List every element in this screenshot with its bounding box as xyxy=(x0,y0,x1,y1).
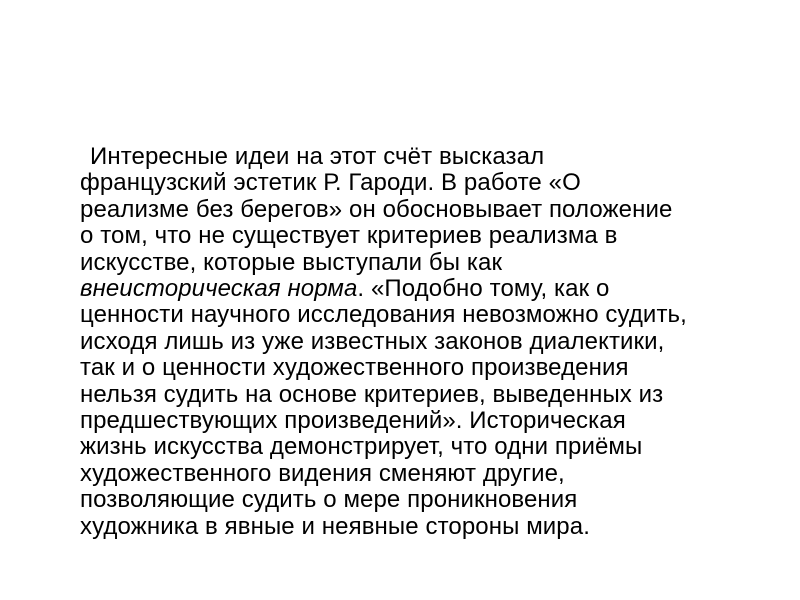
text-line: Интересные идеи на этот счёт высказал xyxy=(90,143,545,170)
text-line: жизнь искусства демонстрирует, что одни приёмы xyxy=(80,433,643,461)
text-line: художника в явные и неявные стороны мира. xyxy=(80,512,590,540)
text-line: предшествующих произведений». Историческая xyxy=(80,407,626,435)
text-line: позволяющие судить о мере проникновения xyxy=(80,486,578,514)
text-line: художественного видения сменяют другие, xyxy=(80,459,565,487)
italic-term: внеисторическая норма xyxy=(80,275,358,303)
text-line: о том, что не существует критериев реализма в xyxy=(80,222,618,250)
text-line xyxy=(80,276,760,302)
text-line: реализме без берегов» он обосновывает положение xyxy=(80,195,673,223)
text-line: так и о ценности художественного произведения xyxy=(80,354,629,382)
text-line: исходя лишь из уже известных законов диалектики, xyxy=(80,327,665,355)
text-line: искусстве, которые выступали бы как xyxy=(80,248,503,276)
text-line: французский эстетик Р. Гароди. В работе «О xyxy=(80,169,581,197)
text-fragment: . «Подобно тому, как о xyxy=(357,275,610,303)
text-line: ценности научного исследования невозможно судить, xyxy=(80,301,687,329)
text-line: нельзя судить на основе критериев, выведенных из xyxy=(80,380,664,408)
body-paragraph xyxy=(80,144,760,540)
